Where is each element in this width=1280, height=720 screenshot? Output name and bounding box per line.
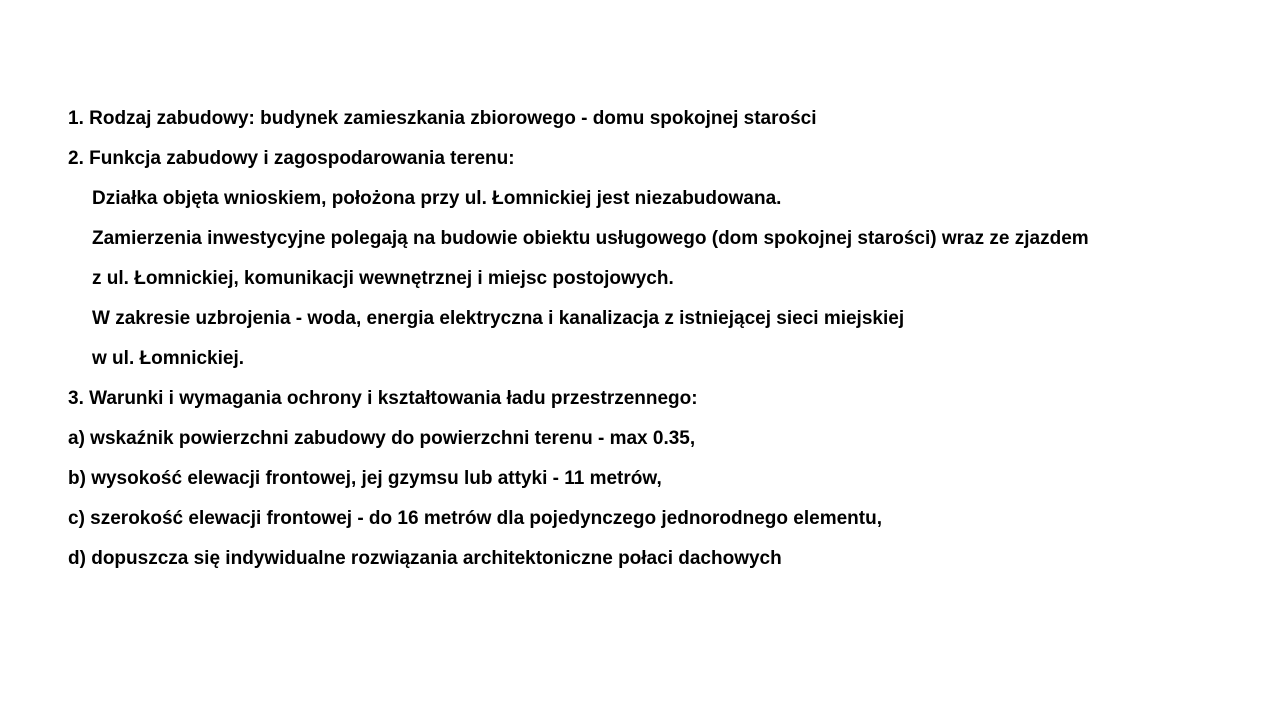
paragraph-plot-status: Działka objęta wnioskiem, położona przy ul. Łomnickiej jest niezabudowana. bbox=[92, 188, 782, 209]
heading-3-conditions: 3. Warunki i wymagania ochrony i kształtowania ładu przestrzennego: bbox=[68, 388, 698, 409]
document-body bbox=[68, 99, 1248, 579]
paragraph-investment: Zamierzenia inwestycyjne polegają na budowie obiektu usługowego (dom spokojnej starości) wraz ze zjazdem bbox=[92, 228, 1089, 249]
condition-b: b) wysokość elewacji frontowej, jej gzymsu lub attyki - 11 metrów, bbox=[68, 468, 662, 489]
paragraph-investment-cont: z ul. Łomnickiej, komunikacji wewnętrznej i miejsc postojowych. bbox=[92, 268, 674, 289]
condition-a: a) wskaźnik powierzchni zabudowy do powierzchni terenu - max 0.35, bbox=[68, 428, 696, 449]
paragraph-utilities-cont: w ul. Łomnickiej. bbox=[92, 348, 245, 369]
condition-d: d) dopuszcza się indywidualne rozwiązania architektoniczne połaci dachowych bbox=[68, 548, 782, 569]
heading-1-building-type: 1. Rodzaj zabudowy: budynek zamieszkania zbiorowego - domu spokojnej starości bbox=[68, 108, 817, 129]
heading-2-function: 2. Funkcja zabudowy i zagospodarowania terenu: bbox=[68, 148, 515, 169]
paragraph-utilities: W zakresie uzbrojenia - woda, energia elektryczna i kanalizacja z istniejącej sieci miejskiej bbox=[92, 308, 905, 329]
condition-c: c) szerokość elewacji frontowej - do 16 metrów dla pojedynczego jednorodnego elementu, bbox=[68, 508, 882, 529]
